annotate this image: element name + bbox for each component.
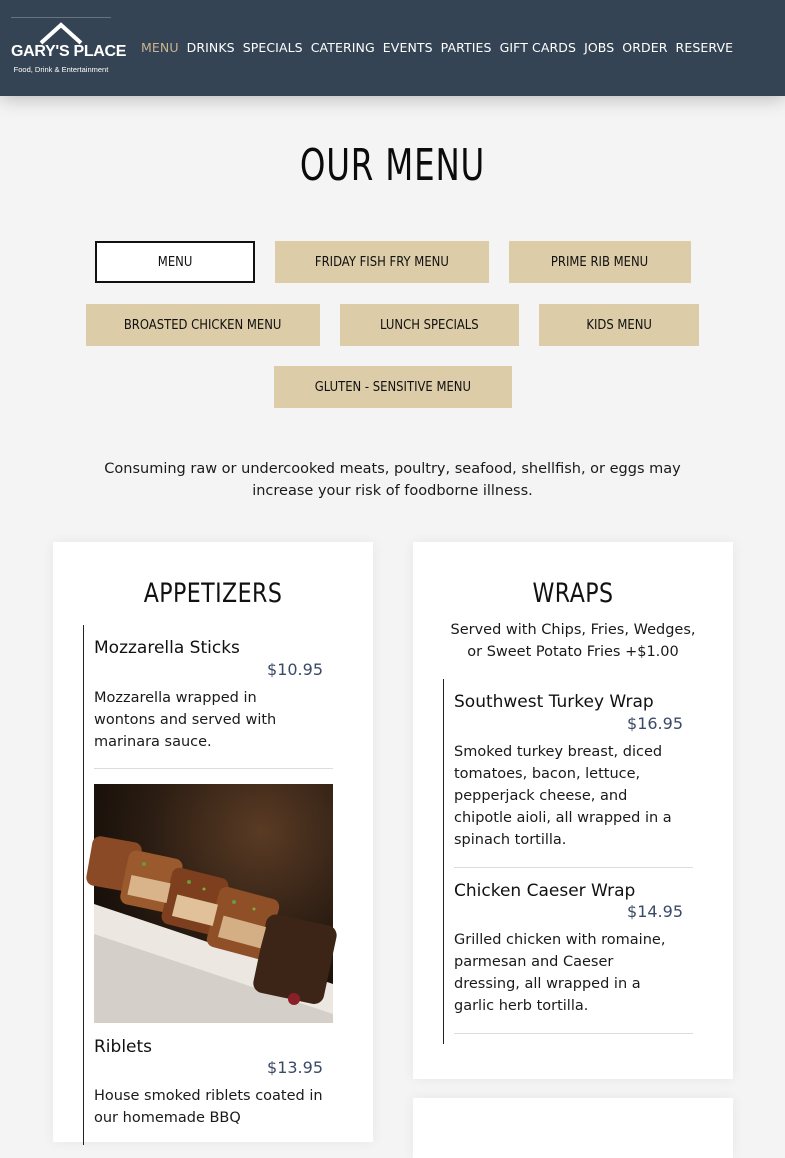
- nav-item-specials[interactable]: SPECIALS: [242, 40, 303, 55]
- menu-button-lunch-specials[interactable]: [340, 304, 519, 346]
- appetizer-list: [83, 625, 333, 1145]
- menu-button-broasted-chicken[interactable]: [86, 304, 320, 346]
- item-divider: [454, 867, 693, 868]
- appetizers-card: [53, 542, 373, 1142]
- nav-item-gift-cards[interactable]: GIFT CARDS: [499, 40, 577, 55]
- item-name: Chicken Caeser Wrap: [454, 881, 636, 901]
- menu-button-label: MENU: [157, 254, 193, 270]
- item-name: Southwest Turkey Wrap: [454, 692, 654, 712]
- item-divider: [94, 768, 333, 769]
- nav-item-catering[interactable]: CATERING: [310, 40, 375, 55]
- next-section-card: [413, 1098, 733, 1158]
- logo-divider: [11, 17, 111, 18]
- logo-tagline: Food, Drink & Entertainment: [13, 65, 109, 74]
- foodborne-disclaimer: Consuming raw or undercooked meats, poultry, seafood, shellfish, or eggs may increase your risk of foodborne illness.: [104, 461, 681, 499]
- nav-item-reserve[interactable]: RESERVE: [675, 40, 734, 55]
- wrap-list: [443, 679, 693, 1044]
- nav-item-drinks[interactable]: DRINKS: [186, 40, 235, 55]
- item-price: $10.95: [267, 660, 323, 679]
- menu-button-label: KIDS MENU: [586, 317, 652, 333]
- section-title: APPETIZERS: [143, 578, 283, 609]
- nav-item-menu[interactable]: MENU: [141, 40, 179, 55]
- item-description: House smoked riblets coated in our homemade BBQ: [94, 1088, 323, 1126]
- nav-item-parties[interactable]: PARTIES: [440, 40, 492, 55]
- menu-button-fish-fry[interactable]: [275, 241, 489, 283]
- item-name: Mozzarella Sticks: [94, 638, 240, 658]
- item-divider: [454, 1033, 693, 1034]
- nav-item-order[interactable]: ORDER: [622, 40, 668, 55]
- menu-button-label: LUNCH SPECIALS: [380, 317, 479, 333]
- riblets-image: [94, 784, 333, 1023]
- item-price: $14.95: [627, 902, 683, 921]
- item-description: Mozzarella wrapped in wontons and served with marinara sauce.: [94, 690, 277, 750]
- section-title: WRAPS: [532, 578, 614, 609]
- menu-button-label: BROASTED CHICKEN MENU: [124, 317, 282, 333]
- nav-item-jobs[interactable]: JOBS: [584, 40, 615, 55]
- item-description: Grilled chicken with romaine, parmesan and Caeser dressing, all wrapped in a garlic herb tortilla.: [454, 932, 666, 1014]
- menu-button-menu[interactable]: [95, 241, 255, 283]
- item-price: $16.95: [627, 714, 683, 733]
- site-header: [0, 0, 785, 96]
- item-price: $13.95: [267, 1058, 323, 1077]
- house-roof-icon: [37, 21, 85, 45]
- menu-button-prime-rib[interactable]: [509, 241, 691, 283]
- menu-button-label: PRIME RIB MENU: [551, 254, 649, 270]
- logo[interactable]: [11, 17, 127, 77]
- menu-button-gluten-sensitive[interactable]: [274, 366, 512, 408]
- main-nav: [141, 40, 733, 58]
- item-description: Smoked turkey breast, diced tomatoes, bacon, lettuce, pepperjack cheese, and chipotle aioli, all wrapped in a spinach tortilla.: [454, 744, 672, 848]
- wraps-card: [413, 542, 733, 1079]
- menu-button-label: GLUTEN - SENSITIVE MENU: [314, 379, 472, 395]
- logo-name: GARY'S PLACE: [11, 43, 127, 60]
- item-name: Riblets: [94, 1037, 153, 1057]
- section-subtitle: Served with Chips, Fries, Wedges, or Sweet Potato Fries +$1.00: [450, 622, 696, 660]
- menu-button-kids[interactable]: [539, 304, 699, 346]
- nav-item-events[interactable]: EVENTS: [382, 40, 433, 55]
- page-title: OUR MENU: [299, 140, 486, 191]
- riblets-photo: [94, 784, 333, 1023]
- menu-button-label: FRIDAY FISH FRY MENU: [315, 254, 449, 270]
